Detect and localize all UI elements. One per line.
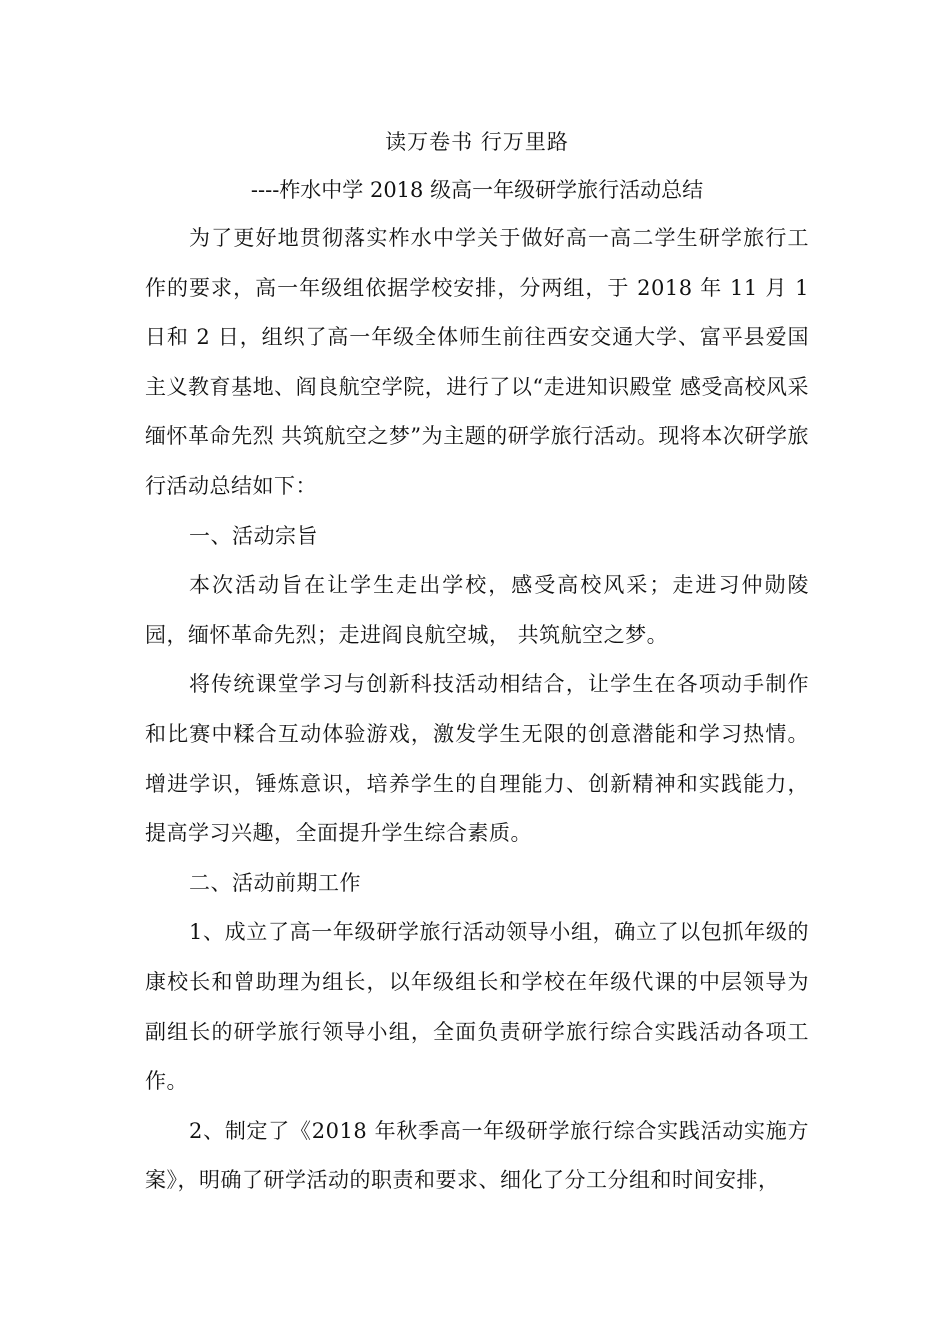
purpose-detail-paragraph: 将传统课堂学习与创新科技活动相结合，让学生在各项动手制作和比赛中糅合互动体验游戏，激发学生无限的创意潜能和学习热情。增进学识，锤炼意识，培养学生的自理能力、创新精神和实践能力，提高学习兴趣，全面提升学生综合素质。	[145, 672, 809, 846]
intro-paragraph: 为了更好地贯彻落实柞水中学关于做好高一高二学生研学旅行工作的要求，高一年级组依据学校安排，分两组，于 2018 年 11 月 1 日和 2 日，组织了高一年级全体师生前往西安交通大学、富平县爱国主义教育基地、阎良航空学院，进行了以“走进知识殿堂 感受高校风采 缅怀革命先烈 共筑航空之梦”为主题的研学旅行活动。现将本次研学旅行活动总结如下：	[145, 226, 809, 498]
document-title: 读万卷书 行万里路	[385, 130, 569, 154]
section-heading-preparation: 二、活动前期工作	[189, 870, 361, 895]
section-heading-purpose: 一、活动宗旨	[189, 523, 318, 548]
purpose-paragraph: 本次活动旨在让学生走出学校，感受高校风采；走进习仲勋陵园，缅怀革命先烈；走进阎良航空城， 共筑航空之梦。	[145, 573, 809, 647]
document-subtitle: ----柞水中学 2018 级高一年级研学旅行活动总结	[250, 178, 704, 202]
preparation-item-1: 1、成立了高一年级研学旅行活动领导小组，确立了以包抓年级的康校长和曾助理为组长，以年级组长和学校在年级代课的中层领导为副组长的研学旅行领导小组，全面负责研学旅行综合实践活动各项工作。	[145, 920, 809, 1094]
preparation-item-2: 2、制定了《2018 年秋季高一年级研学旅行综合实践活动实施方案》，明确了研学活动的职责和要求、细化了分工分组和时间安排，	[145, 1118, 809, 1193]
document-body	[145, 118, 809, 1206]
